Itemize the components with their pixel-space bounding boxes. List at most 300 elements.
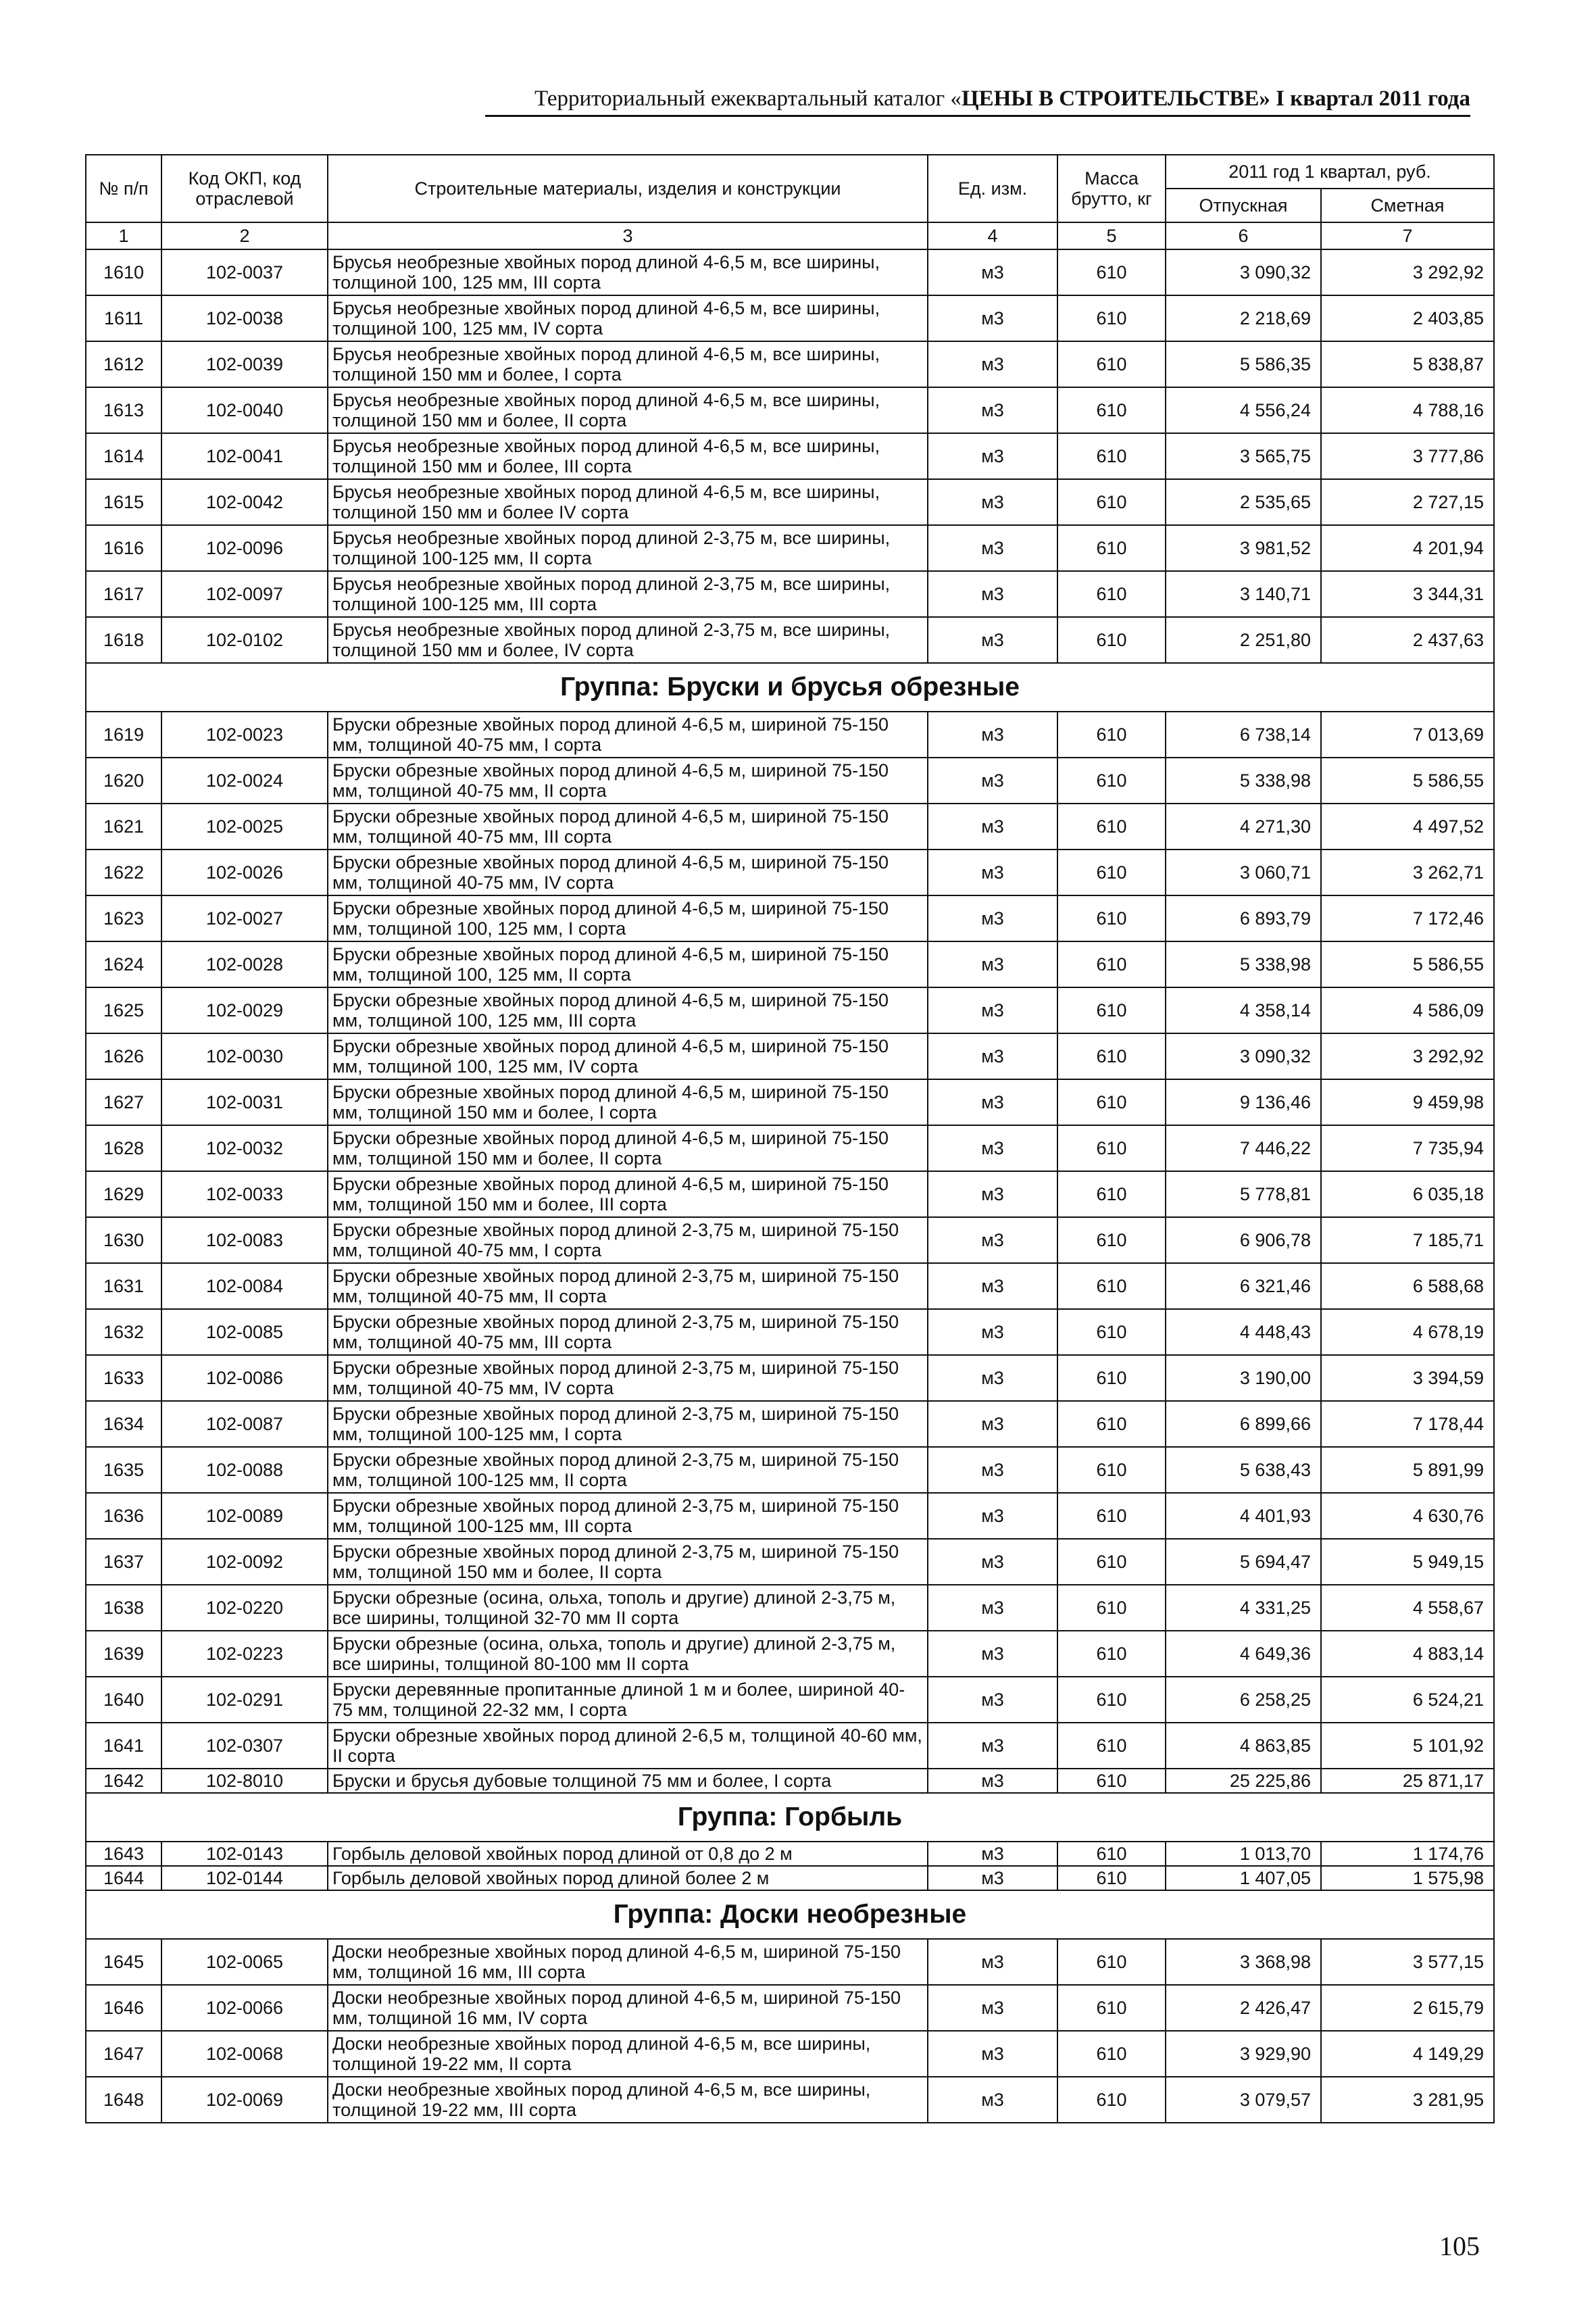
row-estimate-price: 7 178,44: [1321, 1401, 1494, 1447]
row-name: Брусья необрезные хвойных пород длиной 4-6,5 м, все ширины, толщиной 150 мм и более, I сорта: [328, 341, 928, 387]
row-name: Брусья необрезные хвойных пород длиной 2-3,75 м, все ширины, толщиной 150 мм и более, IV сорта: [328, 617, 928, 663]
row-mass: 610: [1057, 941, 1166, 987]
row-code: 102-0041: [161, 433, 328, 479]
row-unit: м3: [928, 1769, 1057, 1793]
row-release-price: 3 079,57: [1166, 2077, 1321, 2123]
row-number: 1628: [86, 1125, 161, 1171]
col-header-unit: Ед. изм.: [928, 155, 1057, 222]
table-row: [86, 1842, 1494, 1866]
row-release-price: 3 565,75: [1166, 433, 1321, 479]
row-unit: м3: [928, 525, 1057, 571]
row-mass: 610: [1057, 1985, 1166, 2031]
row-release-price: 1 407,05: [1166, 1866, 1321, 1890]
column-index: 6: [1166, 222, 1321, 249]
row-code: 102-0143: [161, 1842, 328, 1866]
row-name: Бруски обрезные хвойных пород длиной 4-6,5 м, шириной 75-150 мм, толщиной 150 мм и более, III сорта: [328, 1171, 928, 1217]
row-number: 1633: [86, 1355, 161, 1401]
row-mass: 610: [1057, 1033, 1166, 1079]
row-estimate-price: 3 292,92: [1321, 249, 1494, 295]
row-name: Бруски деревянные пропитанные длиной 1 м и более, шириной 40-75 мм, толщиной 22-32 мм, I сорта: [328, 1677, 928, 1723]
table-row: [86, 987, 1494, 1033]
header-rule: [485, 115, 1470, 117]
row-estimate-price: 5 891,99: [1321, 1447, 1494, 1493]
table-row: [86, 758, 1494, 804]
row-unit: м3: [928, 1631, 1057, 1677]
row-name: Бруски и брусья дубовые толщиной 75 мм и более, I сорта: [328, 1769, 928, 1793]
price-table: [85, 154, 1495, 2123]
page-number: 105: [1439, 2231, 1480, 2261]
row-release-price: 3 090,32: [1166, 249, 1321, 295]
table-row: [86, 895, 1494, 941]
table-row: [86, 1985, 1494, 2031]
row-estimate-price: 5 586,55: [1321, 941, 1494, 987]
row-mass: 610: [1057, 1866, 1166, 1890]
row-code: 102-0144: [161, 1866, 328, 1890]
column-index: 1: [86, 222, 161, 249]
col-header-num: № п/п: [86, 155, 161, 222]
row-release-price: 3 140,71: [1166, 571, 1321, 617]
row-unit: м3: [928, 2031, 1057, 2077]
row-release-price: 4 863,85: [1166, 1723, 1321, 1769]
row-name: Бруски обрезные хвойных пород длиной 4-6,5 м, шириной 75-150 мм, толщиной 150 мм и более, I сорта: [328, 1079, 928, 1125]
row-mass: 610: [1057, 1217, 1166, 1263]
row-mass: 610: [1057, 341, 1166, 387]
table-row: [86, 571, 1494, 617]
row-code: 102-0092: [161, 1539, 328, 1585]
row-unit: м3: [928, 1539, 1057, 1585]
row-unit: м3: [928, 433, 1057, 479]
row-unit: м3: [928, 617, 1057, 663]
row-unit: м3: [928, 295, 1057, 341]
row-unit: м3: [928, 1171, 1057, 1217]
column-index: 5: [1057, 222, 1166, 249]
row-code: 102-0083: [161, 1217, 328, 1263]
row-release-price: 4 358,14: [1166, 987, 1321, 1033]
row-name: Бруски обрезные хвойных пород длиной 2-3,75 м, шириной 75-150 мм, толщиной 100-125 мм, III сорта: [328, 1493, 928, 1539]
row-estimate-price: 2 437,63: [1321, 617, 1494, 663]
row-name: Бруски обрезные хвойных пород длиной 2-3,75 м, шириной 75-150 мм, толщиной 40-75 мм, IV сорта: [328, 1355, 928, 1401]
row-unit: м3: [928, 571, 1057, 617]
table-head: [86, 155, 1494, 249]
column-index: 4: [928, 222, 1057, 249]
table-row: [86, 1125, 1494, 1171]
row-mass: 610: [1057, 1493, 1166, 1539]
row-name: Бруски обрезные хвойных пород длиной 2-3,75 м, шириной 75-150 мм, толщиной 100-125 мм, I сорта: [328, 1401, 928, 1447]
row-code: 102-0029: [161, 987, 328, 1033]
row-estimate-price: 6 035,18: [1321, 1171, 1494, 1217]
row-mass: 610: [1057, 1263, 1166, 1309]
row-name: Брусья необрезные хвойных пород длиной 2-3,75 м, все ширины, толщиной 100-125 мм, III сорта: [328, 571, 928, 617]
row-code: 102-0040: [161, 387, 328, 433]
row-estimate-price: 3 281,95: [1321, 2077, 1494, 2123]
row-name: Горбыль деловой хвойных пород длиной более 2 м: [328, 1866, 928, 1890]
row-release-price: 6 321,46: [1166, 1263, 1321, 1309]
row-number: 1610: [86, 249, 161, 295]
row-mass: 610: [1057, 525, 1166, 571]
group-header-row: [86, 663, 1494, 712]
row-name: Брусья необрезные хвойных пород длиной 4-6,5 м, все ширины, толщиной 100, 125 мм, III сорта: [328, 249, 928, 295]
row-estimate-price: 4 558,67: [1321, 1585, 1494, 1631]
row-name: Бруски обрезные хвойных пород длиной 4-6,5 м, шириной 75-150 мм, толщиной 40-75 мм, IV сорта: [328, 850, 928, 895]
row-mass: 610: [1057, 249, 1166, 295]
row-release-price: 6 906,78: [1166, 1217, 1321, 1263]
table-row: [86, 1171, 1494, 1217]
row-mass: 610: [1057, 1842, 1166, 1866]
row-estimate-price: 1 575,98: [1321, 1866, 1494, 1890]
row-number: 1635: [86, 1447, 161, 1493]
table-row: [86, 617, 1494, 663]
row-number: 1625: [86, 987, 161, 1033]
row-unit: м3: [928, 1309, 1057, 1355]
row-code: 102-0065: [161, 1939, 328, 1985]
table-row: [86, 1493, 1494, 1539]
row-code: 102-0028: [161, 941, 328, 987]
row-mass: 610: [1057, 712, 1166, 758]
row-mass: 610: [1057, 1171, 1166, 1217]
row-mass: 610: [1057, 1355, 1166, 1401]
row-mass: 610: [1057, 1079, 1166, 1125]
table-row: [86, 1309, 1494, 1355]
row-estimate-price: 4 630,76: [1321, 1493, 1494, 1539]
table-row: [86, 941, 1494, 987]
row-number: 1624: [86, 941, 161, 987]
row-number: 1615: [86, 479, 161, 525]
row-code: 102-0096: [161, 525, 328, 571]
row-estimate-price: 4 149,29: [1321, 2031, 1494, 2077]
table-row: [86, 249, 1494, 295]
row-unit: м3: [928, 712, 1057, 758]
row-release-price: 3 190,00: [1166, 1355, 1321, 1401]
row-code: 102-0033: [161, 1171, 328, 1217]
table-row: [86, 1677, 1494, 1723]
row-unit: м3: [928, 1447, 1057, 1493]
row-release-price: 7 446,22: [1166, 1125, 1321, 1171]
column-index: 3: [328, 222, 928, 249]
table-row: [86, 1585, 1494, 1631]
row-release-price: 4 331,25: [1166, 1585, 1321, 1631]
row-code: 102-0084: [161, 1263, 328, 1309]
row-estimate-price: 9 459,98: [1321, 1079, 1494, 1125]
table-row: [86, 479, 1494, 525]
row-unit: м3: [928, 850, 1057, 895]
row-number: 1630: [86, 1217, 161, 1263]
row-estimate-price: 3 777,86: [1321, 433, 1494, 479]
row-release-price: 4 556,24: [1166, 387, 1321, 433]
group-title: Группа: Доски необрезные: [86, 1890, 1494, 1939]
row-name: Бруски обрезные хвойных пород длиной 2-3,75 м, шириной 75-150 мм, толщиной 150 мм и более, II сорта: [328, 1539, 928, 1585]
table-body: [86, 249, 1494, 2123]
table-row: [86, 1401, 1494, 1447]
table-row: [86, 1217, 1494, 1263]
row-code: 102-0037: [161, 249, 328, 295]
row-name: Бруски обрезные (осина, ольха, тополь и другие) длиной 2-3,75 м, все ширины, толщиной 32-70 мм II сорта: [328, 1585, 928, 1631]
row-unit: м3: [928, 1079, 1057, 1125]
row-mass: 610: [1057, 1723, 1166, 1769]
row-release-price: 5 338,98: [1166, 758, 1321, 804]
row-estimate-price: 5 586,55: [1321, 758, 1494, 804]
row-unit: м3: [928, 341, 1057, 387]
row-estimate-price: 6 588,68: [1321, 1263, 1494, 1309]
header-suffix: » I квартал 2011 года: [1259, 87, 1470, 111]
row-code: 102-0039: [161, 341, 328, 387]
row-estimate-price: 2 615,79: [1321, 1985, 1494, 2031]
row-mass: 610: [1057, 433, 1166, 479]
row-name: Брусья необрезные хвойных пород длиной 2-3,75 м, все ширины, толщиной 100-125 мм, II сорта: [328, 525, 928, 571]
row-release-price: 2 251,80: [1166, 617, 1321, 663]
row-estimate-price: 7 735,94: [1321, 1125, 1494, 1171]
row-number: 1646: [86, 1985, 161, 2031]
table-row: [86, 1631, 1494, 1677]
row-mass: 610: [1057, 387, 1166, 433]
row-name: Бруски обрезные (осина, ольха, тополь и другие) длиной 2-3,75 м, все ширины, толщиной 80-100 мм II сорта: [328, 1631, 928, 1677]
row-code: 102-0031: [161, 1079, 328, 1125]
header-title: ЦЕНЫ В СТРОИТЕЛЬСТВЕ: [961, 87, 1260, 111]
row-estimate-price: 7 172,46: [1321, 895, 1494, 941]
row-release-price: 5 778,81: [1166, 1171, 1321, 1217]
row-number: 1639: [86, 1631, 161, 1677]
row-release-price: 6 893,79: [1166, 895, 1321, 941]
row-mass: 610: [1057, 1769, 1166, 1793]
row-estimate-price: 3 344,31: [1321, 571, 1494, 617]
row-release-price: 3 929,90: [1166, 2031, 1321, 2077]
table-row: [86, 1447, 1494, 1493]
table-row: [86, 1355, 1494, 1401]
row-unit: м3: [928, 987, 1057, 1033]
col-header-mass: Масса брутто, кг: [1057, 155, 1166, 222]
row-estimate-price: 3 292,92: [1321, 1033, 1494, 1079]
row-estimate-price: 5 949,15: [1321, 1539, 1494, 1585]
row-unit: м3: [928, 1677, 1057, 1723]
row-unit: м3: [928, 1033, 1057, 1079]
row-estimate-price: 2 727,15: [1321, 479, 1494, 525]
row-mass: 610: [1057, 1631, 1166, 1677]
table-row: [86, 1263, 1494, 1309]
group-header-row: [86, 1793, 1494, 1842]
row-mass: 610: [1057, 295, 1166, 341]
row-name: Бруски обрезные хвойных пород длиной 4-6,5 м, шириной 75-150 мм, толщиной 100, 125 мм, III сорта: [328, 987, 928, 1033]
row-mass: 610: [1057, 1447, 1166, 1493]
row-number: 1620: [86, 758, 161, 804]
row-number: 1617: [86, 571, 161, 617]
row-number: 1613: [86, 387, 161, 433]
row-unit: м3: [928, 1263, 1057, 1309]
row-estimate-price: 3 262,71: [1321, 850, 1494, 895]
row-code: 102-0023: [161, 712, 328, 758]
row-code: 102-0066: [161, 1985, 328, 2031]
row-estimate-price: 6 524,21: [1321, 1677, 1494, 1723]
row-number: 1629: [86, 1171, 161, 1217]
row-number: 1627: [86, 1079, 161, 1125]
column-index: 2: [161, 222, 328, 249]
row-number: 1647: [86, 2031, 161, 2077]
row-unit: м3: [928, 1217, 1057, 1263]
row-number: 1611: [86, 295, 161, 341]
row-code: 102-0223: [161, 1631, 328, 1677]
row-number: 1619: [86, 712, 161, 758]
row-number: 1621: [86, 804, 161, 850]
row-number: 1634: [86, 1401, 161, 1447]
group-header-row: [86, 1890, 1494, 1939]
row-code: 102-0024: [161, 758, 328, 804]
row-number: 1638: [86, 1585, 161, 1631]
row-name: Доски необрезные хвойных пород длиной 4-6,5 м, шириной 75-150 мм, толщиной 16 мм, IV сорта: [328, 1985, 928, 2031]
row-code: 102-0032: [161, 1125, 328, 1171]
row-estimate-price: 3 394,59: [1321, 1355, 1494, 1401]
group-title: Группа: Бруски и брусья обрезные: [86, 663, 1494, 712]
row-unit: м3: [928, 1585, 1057, 1631]
row-number: 1626: [86, 1033, 161, 1079]
row-name: Бруски обрезные хвойных пород длиной 2-3,75 м, шириной 75-150 мм, толщиной 100-125 мм, II сорта: [328, 1447, 928, 1493]
row-code: 102-0025: [161, 804, 328, 850]
row-mass: 610: [1057, 571, 1166, 617]
row-release-price: 6 899,66: [1166, 1401, 1321, 1447]
row-unit: м3: [928, 1866, 1057, 1890]
row-number: 1616: [86, 525, 161, 571]
table-row: [86, 1939, 1494, 1985]
table-row: [86, 525, 1494, 571]
row-release-price: 25 225,86: [1166, 1769, 1321, 1793]
row-unit: м3: [928, 1939, 1057, 1985]
row-code: 102-0087: [161, 1401, 328, 1447]
row-code: 102-0038: [161, 295, 328, 341]
row-code: 102-0097: [161, 571, 328, 617]
row-name: Горбыль деловой хвойных пород длиной от 0,8 до 2 м: [328, 1842, 928, 1866]
row-name: Доски необрезные хвойных пород длиной 4-6,5 м, все ширины, толщиной 19-22 мм, III сорта: [328, 2077, 928, 2123]
row-release-price: 3 368,98: [1166, 1939, 1321, 1985]
row-name: Бруски обрезные хвойных пород длиной 4-6,5 м, шириной 75-150 мм, толщиной 100, 125 мм, IV сорта: [328, 1033, 928, 1079]
row-estimate-price: 7 013,69: [1321, 712, 1494, 758]
col-header-period: 2011 год 1 квартал, руб.: [1166, 155, 1494, 189]
row-code: 102-0030: [161, 1033, 328, 1079]
row-mass: 610: [1057, 2031, 1166, 2077]
row-mass: 610: [1057, 1125, 1166, 1171]
row-estimate-price: 1 174,76: [1321, 1842, 1494, 1866]
row-name: Брусья необрезные хвойных пород длиной 4-6,5 м, все ширины, толщиной 150 мм и более, II сорта: [328, 387, 928, 433]
row-release-price: 3 981,52: [1166, 525, 1321, 571]
col-header-estimate: Сметная: [1321, 189, 1494, 222]
row-release-price: 4 271,30: [1166, 804, 1321, 850]
row-unit: м3: [928, 1355, 1057, 1401]
row-number: 1632: [86, 1309, 161, 1355]
row-unit: м3: [928, 1493, 1057, 1539]
row-unit: м3: [928, 1723, 1057, 1769]
row-estimate-price: 4 788,16: [1321, 387, 1494, 433]
table-row: [86, 295, 1494, 341]
row-code: 102-0307: [161, 1723, 328, 1769]
row-estimate-price: 5 838,87: [1321, 341, 1494, 387]
row-unit: м3: [928, 1401, 1057, 1447]
row-estimate-price: 7 185,71: [1321, 1217, 1494, 1263]
group-title: Группа: Горбыль: [86, 1793, 1494, 1842]
row-mass: 610: [1057, 1401, 1166, 1447]
row-release-price: 5 586,35: [1166, 341, 1321, 387]
table-row: [86, 2077, 1494, 2123]
row-code: 102-0088: [161, 1447, 328, 1493]
row-name: Брусья необрезные хвойных пород длиной 4-6,5 м, все ширины, толщиной 150 мм и более IV сорта: [328, 479, 928, 525]
table-row: [86, 1033, 1494, 1079]
row-release-price: 3 060,71: [1166, 850, 1321, 895]
row-number: 1612: [86, 341, 161, 387]
row-mass: 610: [1057, 617, 1166, 663]
table-row: [86, 850, 1494, 895]
row-estimate-price: 4 678,19: [1321, 1309, 1494, 1355]
col-header-name: Строительные материалы, изделия и конструкции: [328, 155, 928, 222]
table-row: [86, 1539, 1494, 1585]
row-code: 102-0027: [161, 895, 328, 941]
row-unit: м3: [928, 895, 1057, 941]
row-unit: м3: [928, 941, 1057, 987]
table-row: [86, 1079, 1494, 1125]
row-code: 102-0089: [161, 1493, 328, 1539]
row-number: 1636: [86, 1493, 161, 1539]
table-row: [86, 804, 1494, 850]
row-name: Бруски обрезные хвойных пород длиной 4-6,5 м, шириной 75-150 мм, толщиной 40-75 мм, II сорта: [328, 758, 928, 804]
row-name: Бруски обрезные хвойных пород длиной 2-3,75 м, шириной 75-150 мм, толщиной 40-75 мм, I сорта: [328, 1217, 928, 1263]
row-code: 102-0085: [161, 1309, 328, 1355]
table-row: [86, 387, 1494, 433]
row-name: Бруски обрезные хвойных пород длиной 4-6,5 м, шириной 75-150 мм, толщиной 150 мм и более, II сорта: [328, 1125, 928, 1171]
row-unit: м3: [928, 479, 1057, 525]
row-release-price: 5 638,43: [1166, 1447, 1321, 1493]
row-code: 102-8010: [161, 1769, 328, 1793]
table-row: [86, 1769, 1494, 1793]
row-unit: м3: [928, 1985, 1057, 2031]
row-name: Бруски обрезные хвойных пород длиной 2-3,75 м, шириной 75-150 мм, толщиной 40-75 мм, III сорта: [328, 1309, 928, 1355]
row-estimate-price: 4 586,09: [1321, 987, 1494, 1033]
row-number: 1618: [86, 617, 161, 663]
column-index-row: [86, 222, 1494, 249]
row-name: Бруски обрезные хвойных пород длиной 4-6,5 м, шириной 75-150 мм, толщиной 40-75 мм, III сорта: [328, 804, 928, 850]
row-name: Доски необрезные хвойных пород длиной 4-6,5 м, все ширины, толщиной 19-22 мм, II сорта: [328, 2031, 928, 2077]
row-mass: 610: [1057, 479, 1166, 525]
row-unit: м3: [928, 249, 1057, 295]
row-release-price: 5 694,47: [1166, 1539, 1321, 1585]
table-row: [86, 1723, 1494, 1769]
row-release-price: 2 426,47: [1166, 1985, 1321, 2031]
header-row: [86, 155, 1494, 189]
row-release-price: 3 090,32: [1166, 1033, 1321, 1079]
table-row: [86, 712, 1494, 758]
row-estimate-price: 2 403,85: [1321, 295, 1494, 341]
col-header-code: Код ОКП, код отраслевой: [161, 155, 328, 222]
row-number: 1622: [86, 850, 161, 895]
table-row: [86, 2031, 1494, 2077]
row-estimate-price: 4 883,14: [1321, 1631, 1494, 1677]
table-row: [86, 433, 1494, 479]
row-name: Брусья необрезные хвойных пород длиной 4-6,5 м, все ширины, толщиной 150 мм и более, III сорта: [328, 433, 928, 479]
row-name: Бруски обрезные хвойных пород длиной 4-6,5 м, шириной 75-150 мм, толщиной 100, 125 мм, I сорта: [328, 895, 928, 941]
row-number: 1643: [86, 1842, 161, 1866]
row-mass: 610: [1057, 1539, 1166, 1585]
row-estimate-price: 4 201,94: [1321, 525, 1494, 571]
row-release-price: 6 258,25: [1166, 1677, 1321, 1723]
row-code: 102-0086: [161, 1355, 328, 1401]
row-mass: 610: [1057, 1585, 1166, 1631]
row-release-price: 4 448,43: [1166, 1309, 1321, 1355]
row-release-price: 5 338,98: [1166, 941, 1321, 987]
row-code: 102-0068: [161, 2031, 328, 2077]
row-mass: 610: [1057, 1309, 1166, 1355]
row-code: 102-0291: [161, 1677, 328, 1723]
row-code: 102-0220: [161, 1585, 328, 1631]
row-name: Бруски обрезные хвойных пород длиной 2-3,75 м, шириной 75-150 мм, толщиной 40-75 мм, II сорта: [328, 1263, 928, 1309]
page-header: [485, 80, 1470, 118]
row-number: 1631: [86, 1263, 161, 1309]
row-unit: м3: [928, 804, 1057, 850]
row-release-price: 6 738,14: [1166, 712, 1321, 758]
row-mass: 610: [1057, 758, 1166, 804]
row-mass: 610: [1057, 804, 1166, 850]
